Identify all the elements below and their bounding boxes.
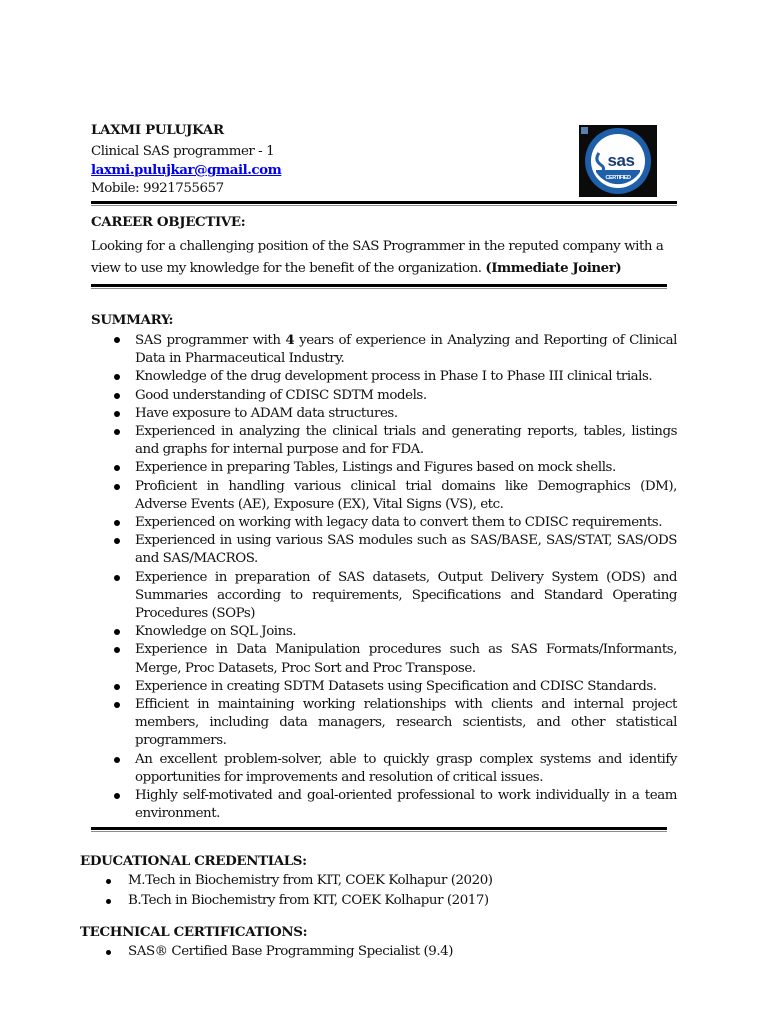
summary-item: Experienced in using various SAS modules such as SAS/BASE, SAS/STAT, SAS/ODS and SAS/MACROS. xyxy=(111,532,677,568)
email-link[interactable]: laxmi.pulujkar@gmail.com xyxy=(91,162,282,178)
certifications-heading: TECHNICAL CERTIFICATIONS: xyxy=(80,924,308,940)
objective-divider xyxy=(91,284,667,287)
education-item: M.Tech in Biochemistry from KIT, COEK Kolhapur (2020) xyxy=(104,871,704,891)
summary-item: SAS programmer with 4 years of experience in Analyzing and Reporting of Clinical Data in Pharmaceutical Industry. xyxy=(111,331,677,368)
summary-item: Experienced on working with legacy data to convert them to CDISC requirements. xyxy=(111,514,677,532)
certification-item: SAS® Certified Base Programming Specialist (9.4) xyxy=(104,942,704,962)
certifications-list xyxy=(104,942,704,962)
career-objective-heading: CAREER OBJECTIVE: xyxy=(91,214,246,230)
logo-brand-text: sas xyxy=(607,151,635,170)
summary-divider-shadow xyxy=(91,831,667,832)
summary-item: Good understanding of CDISC SDTM models. xyxy=(111,387,677,405)
summary-item: Experience in Data Manipulation procedures such as SAS Formats/Informants, Merge, Proc Datasets, Proc Sort and Proc Transpose. xyxy=(111,641,677,677)
summary-item: Experienced in analyzing the clinical trials and generating reports, tables, listings and graphs for internal purpose and for FDA. xyxy=(111,423,677,459)
summary-divider xyxy=(91,827,667,830)
summary-item: Experience in preparing Tables, Listings and Figures based on mock shells. xyxy=(111,459,677,477)
summary-item: Have exposure to ADAM data structures. xyxy=(111,405,677,423)
header-divider-shadow xyxy=(91,205,677,206)
mobile-number: Mobile: 9921755657 xyxy=(91,181,224,196)
logo-badge-text: CERTIFIED xyxy=(605,175,631,181)
career-objective-text xyxy=(91,237,686,279)
contact-block xyxy=(91,143,281,198)
summary-list xyxy=(111,331,677,823)
summary-item: Experience in creating SDTM Datasets using Specification and CDISC Standards. xyxy=(111,678,677,696)
job-title: Clinical SAS programmer - 1 xyxy=(91,144,275,159)
candidate-name: LAXMI PULUJKAR xyxy=(91,122,224,138)
immediate-joiner-note: (Immediate Joiner) xyxy=(485,259,622,276)
career-objective-body: Looking for a challenging position of the SAS Programmer in the reputed company with a view to use my knowledge for the benefit of the organization. xyxy=(91,239,664,276)
summary-item: An excellent problem-solver, able to quickly grasp complex systems and identify opportunities for improvements and resolution of critical issues. xyxy=(111,751,677,787)
education-heading: EDUCATIONAL CREDENTIALS: xyxy=(80,853,307,869)
education-item: B.Tech in Biochemistry from KIT, COEK Kolhapur (2017) xyxy=(104,891,704,911)
education-list xyxy=(104,871,704,911)
summary-item: Knowledge of the drug development process in Phase I to Phase III clinical trials. xyxy=(111,368,677,386)
header-divider xyxy=(91,201,677,204)
sas-certified-logo-icon xyxy=(579,125,657,197)
summary-item: Knowledge on SQL Joins. xyxy=(111,623,677,641)
years-experience: 4 xyxy=(285,332,295,348)
summary-item: Experience in preparation of SAS datasets, Output Delivery System (ODS) and Summaries according to requirements, Specifications and Standard Operating Procedures (SOPs) xyxy=(111,569,677,624)
objective-divider-shadow xyxy=(91,288,667,289)
summary-item: Efficient in maintaining working relationships with clients and internal project members, including data managers, research scientists, and other statistical programmers. xyxy=(111,696,677,751)
summary-heading: SUMMARY: xyxy=(91,312,174,328)
summary-item: Proficient in handling various clinical trial domains like Demographics (DM), Adverse Events (AE), Exposure (EX), Vital Signs (VS), etc. xyxy=(111,478,677,514)
summary-item: Highly self-motivated and goal-oriented professional to work individually in a team environment. xyxy=(111,787,677,823)
